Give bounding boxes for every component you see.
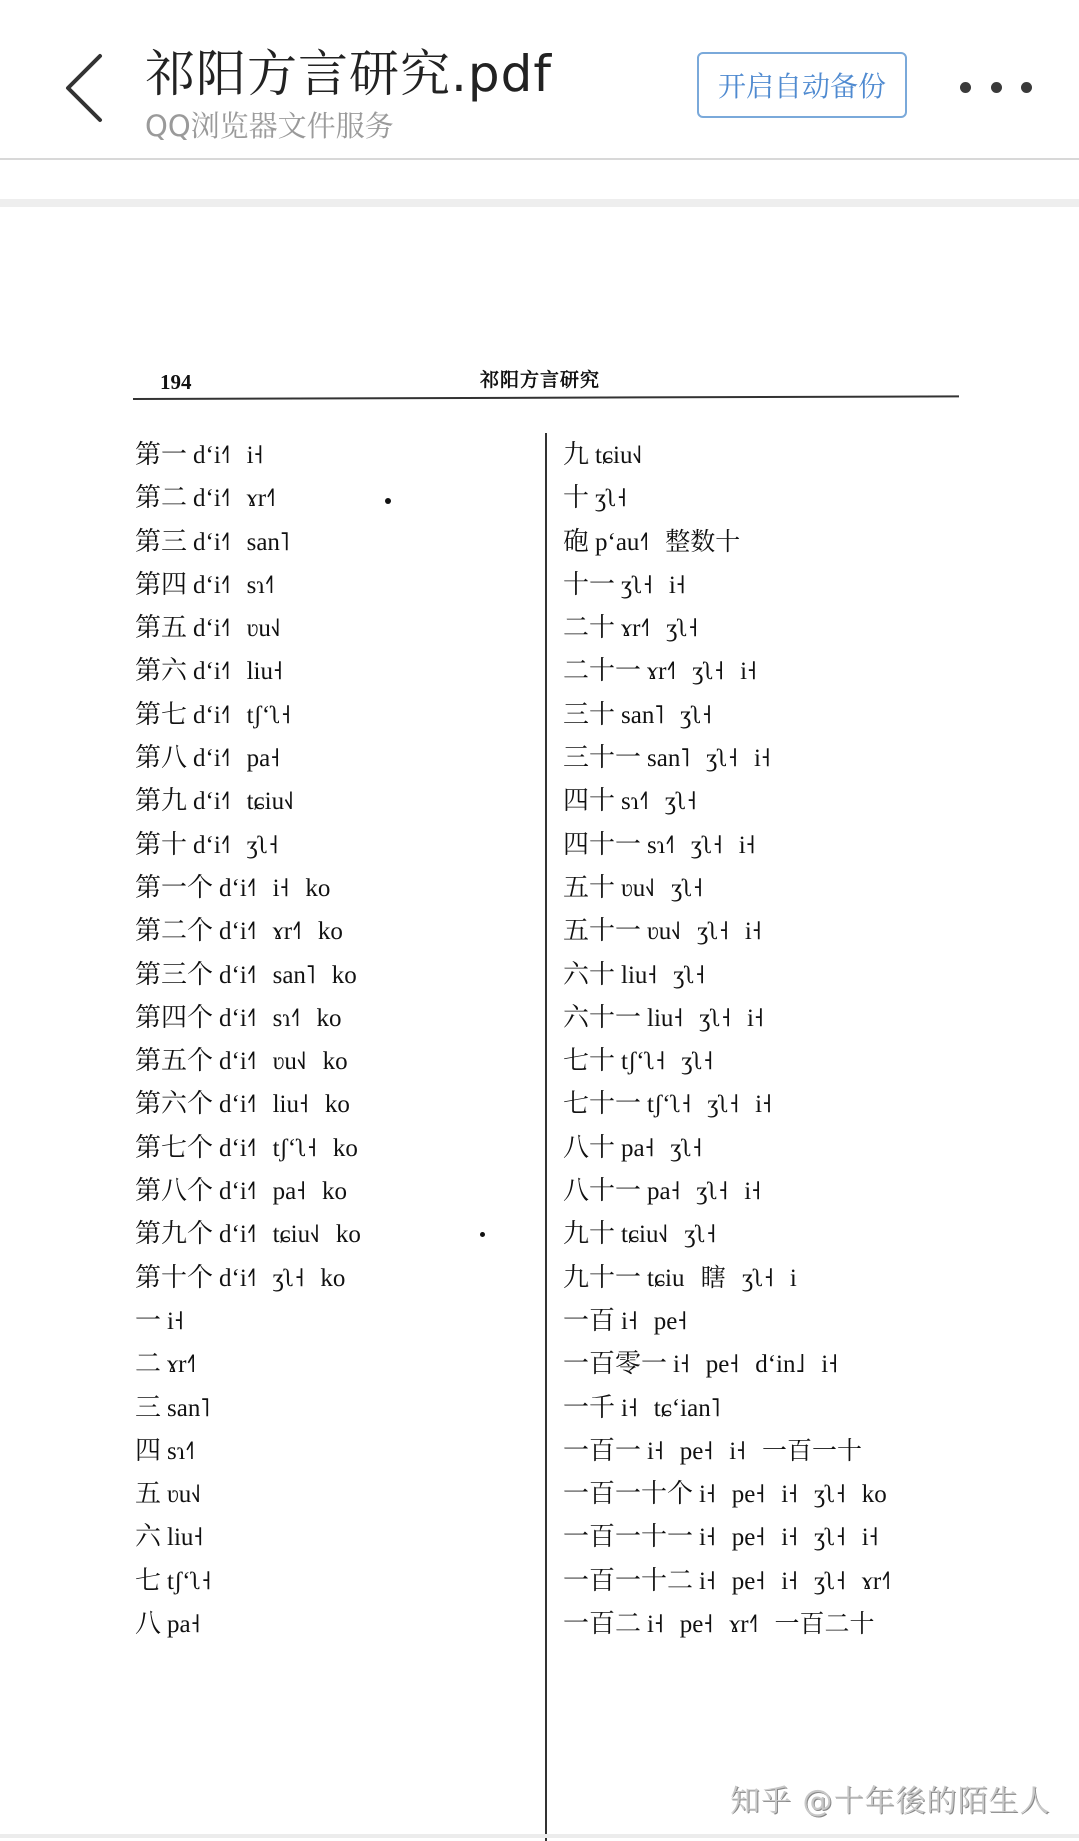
numeral-chinese: 第一个 xyxy=(135,872,214,903)
numeral-ipa: ʋu˧˩ ʒʅ˧ i˧ xyxy=(647,918,762,946)
numeral-ipa: dʻi˧˥ tɕiu˧˩ xyxy=(193,788,294,816)
numeral-entry xyxy=(135,1256,535,1299)
back-button[interactable] xyxy=(58,48,118,128)
numeral-entry xyxy=(563,953,983,996)
left-column xyxy=(135,433,535,1645)
numeral-chinese: 七十一 xyxy=(563,1089,642,1120)
numeral-entry xyxy=(563,909,983,952)
more-dots-icon xyxy=(960,82,971,93)
numeral-ipa: dʻi˧˥ tʃʻʅ˧ xyxy=(193,701,291,729)
numeral-ipa: i˧ pe˧ ɤr˧˥ 一百二十 xyxy=(647,1611,875,1639)
scan-speck xyxy=(385,498,391,504)
numeral-ipa: dʻi˧˥ pa˧ ko xyxy=(219,1178,348,1206)
numeral-ipa: tʃʻʅ˧ xyxy=(167,1567,212,1595)
numeral-ipa: dʻi˧˥ ʒʅ˧ ko xyxy=(219,1264,346,1292)
numeral-ipa: i˧ pe˧ i˧ ʒʅ˧ ɤr˧˥ xyxy=(699,1567,891,1595)
numeral-entry xyxy=(135,1602,535,1645)
numeral-chinese: 第六 xyxy=(135,656,188,687)
numeral-entry xyxy=(135,1169,535,1212)
numeral-ipa: ʋu˧˩ ʒʅ˧ xyxy=(621,874,703,902)
numeral-entry xyxy=(563,1559,983,1602)
numeral-entry xyxy=(563,1256,983,1299)
numeral-ipa: liu˧ xyxy=(167,1524,203,1552)
numeral-ipa: pa˧ xyxy=(167,1611,201,1639)
header-rule xyxy=(133,395,959,400)
pdf-page[interactable] xyxy=(0,207,1079,1834)
numeral-entry xyxy=(135,649,535,692)
numeral-ipa: tɕiu˧˩ xyxy=(595,442,643,469)
numeral-chinese: 一千 xyxy=(563,1392,616,1423)
numeral-ipa: san˥ ʒʅ˧ xyxy=(621,701,712,729)
numeral-chinese: 二十 xyxy=(563,613,616,644)
numeral-ipa: ɤr˧˥ ʒʅ˧ i˧ xyxy=(647,658,757,686)
numeral-entry xyxy=(135,1039,535,1082)
page-gap-top xyxy=(0,199,1079,207)
numeral-chinese: 一百一十二 xyxy=(563,1565,694,1596)
numeral-chinese: 第三 xyxy=(135,526,188,557)
numeral-chinese: 一百一 xyxy=(563,1435,642,1466)
numeral-entry xyxy=(563,1429,983,1472)
numeral-entry xyxy=(563,433,983,476)
numeral-ipa: dʻi˧˥ tʃʻʅ˧ ko xyxy=(219,1134,358,1162)
numeral-ipa: i˧ pe˧ i˧ 一百一十 xyxy=(647,1437,862,1465)
numeral-entry xyxy=(563,606,983,649)
numeral-chinese: 八十 xyxy=(563,1132,616,1163)
numeral-ipa: i˧ tɕʻian˥ xyxy=(621,1394,721,1422)
numeral-chinese: 七十 xyxy=(563,1046,616,1077)
numeral-entry xyxy=(563,1602,983,1645)
numeral-chinese: 第四 xyxy=(135,569,188,600)
numeral-ipa: ʒʅ˧ xyxy=(595,485,627,513)
numeral-ipa: san˥ xyxy=(167,1394,210,1422)
numeral-ipa: pa˧ ʒʅ˧ xyxy=(621,1134,702,1162)
numeral-chinese: 第三个 xyxy=(135,959,214,990)
numeral-entry xyxy=(563,1169,983,1212)
numeral-chinese: 第六个 xyxy=(135,1089,214,1120)
numeral-chinese: 第九个 xyxy=(135,1219,214,1250)
column-divider xyxy=(545,433,547,1841)
numeral-chinese: 二 xyxy=(135,1349,162,1380)
numeral-ipa: sɿ˧˥ ʒʅ˧ i˧ xyxy=(647,831,756,859)
numeral-entry xyxy=(135,1429,535,1472)
numeral-entry xyxy=(563,1126,983,1169)
numeral-ipa: ʒʅ˧ i˧ xyxy=(621,571,686,599)
numeral-entry xyxy=(135,1342,535,1385)
numeral-entry xyxy=(563,1342,983,1385)
numeral-chinese: 第七 xyxy=(135,699,188,730)
numeral-ipa: dʻi˧˥ ʒʅ˧ xyxy=(193,831,279,859)
numeral-ipa: sɿ˧˥ xyxy=(167,1437,195,1465)
numeral-entry xyxy=(135,1126,535,1169)
numeral-ipa: sɿ˧˥ ʒʅ˧ xyxy=(621,788,697,816)
numeral-entry xyxy=(135,953,535,996)
numeral-ipa: dʻi˧˥ sɿ˧˥ xyxy=(193,571,275,599)
numeral-chinese: 四 xyxy=(135,1435,162,1466)
numeral-entry xyxy=(135,909,535,952)
numeral-chinese: 一百 xyxy=(563,1305,616,1336)
numeral-chinese: 第十 xyxy=(135,829,188,860)
more-dots-icon xyxy=(991,82,1002,93)
numeral-ipa: dʻi˧˥ i˧ xyxy=(193,442,264,469)
numeral-entry xyxy=(135,520,535,563)
numeral-ipa: dʻi˧˥ i˧ ko xyxy=(219,874,331,902)
numeral-chinese: 九 xyxy=(563,440,590,470)
numeral-ipa: i˧ pe˧ xyxy=(621,1307,687,1335)
numeral-ipa: dʻi˧˥ liu˧ ko xyxy=(219,1091,350,1119)
numeral-chinese: 第一 xyxy=(135,440,188,470)
chevron-left-icon xyxy=(58,48,118,128)
numeral-entry xyxy=(135,1082,535,1125)
numeral-chinese: 四十 xyxy=(563,786,616,817)
numeral-entry xyxy=(135,996,535,1039)
numeral-chinese: 六 xyxy=(135,1522,162,1553)
numeral-ipa: dʻi˧˥ tɕiu˧˩ ko xyxy=(219,1221,361,1249)
numeral-chinese: 七 xyxy=(135,1565,162,1596)
numeral-ipa: pʻau˧˥ 整数十 xyxy=(595,528,741,556)
auto-backup-button[interactable]: 开启自动备份 xyxy=(697,52,907,118)
numeral-ipa: i˧ pe˧ i˧ ʒʅ˧ i˧ xyxy=(699,1524,879,1552)
numeral-entry xyxy=(563,693,983,736)
numeral-ipa: i˧ pe˧ i˧ ʒʅ˧ ko xyxy=(699,1481,887,1509)
numeral-chinese: 四十一 xyxy=(563,829,642,860)
numeral-entry xyxy=(135,1299,535,1342)
numeral-ipa: dʻi˧˥ liu˧ xyxy=(193,658,283,686)
numeral-entry xyxy=(563,779,983,822)
numeral-ipa: tʃʻʅ˧ ʒʅ˧ xyxy=(621,1048,713,1076)
numeral-entry xyxy=(135,1212,535,1255)
numeral-entry xyxy=(563,866,983,909)
numeral-entry xyxy=(563,1386,983,1429)
running-title: 祁阳方言研究 xyxy=(480,369,601,391)
numeral-entry xyxy=(135,1472,535,1515)
page-gap-bottom xyxy=(0,1834,1079,1838)
numeral-entry xyxy=(563,1472,983,1515)
numeral-chinese: 第八个 xyxy=(135,1176,214,1207)
numeral-chinese: 第四个 xyxy=(135,1002,214,1033)
numeral-chinese: 五十 xyxy=(563,872,616,903)
numeral-ipa: tɕiu˧˩ ʒʅ˧ xyxy=(621,1221,716,1249)
numeral-entry xyxy=(563,1039,983,1082)
numeral-entry xyxy=(563,1212,983,1255)
numeral-chinese: 一百一十个 xyxy=(563,1479,694,1510)
numeral-entry xyxy=(135,1559,535,1602)
numeral-entry xyxy=(563,520,983,563)
numeral-entry xyxy=(563,823,983,866)
numeral-chinese: 第七个 xyxy=(135,1132,214,1163)
more-options-button[interactable] xyxy=(960,70,1032,104)
numeral-ipa: san˥ ʒʅ˧ i˧ xyxy=(647,745,771,773)
header-divider xyxy=(0,158,1079,160)
numeral-chinese: 十 xyxy=(563,483,590,514)
numeral-chinese: 第五个 xyxy=(135,1046,214,1077)
numeral-ipa: ʋu˧˩ xyxy=(167,1481,201,1509)
numeral-ipa: ɤr˧˥ ʒʅ˧ xyxy=(621,615,698,643)
page-number: 194 xyxy=(160,370,192,394)
numeral-entry xyxy=(563,1515,983,1558)
numeral-chinese: 一百零一 xyxy=(563,1349,668,1380)
numeral-entry xyxy=(135,823,535,866)
numeral-chinese: 一 xyxy=(135,1305,162,1336)
numeral-entry xyxy=(563,1299,983,1342)
numeral-entry xyxy=(563,996,983,1039)
scan-speck xyxy=(480,1232,485,1237)
numeral-ipa: i˧ xyxy=(167,1307,184,1335)
document-title: 祁阳方言研究.pdf xyxy=(145,45,552,103)
numeral-entry xyxy=(135,476,535,519)
numeral-entry xyxy=(135,1515,535,1558)
numeral-ipa: dʻi˧˥ ʋu˧˩ xyxy=(193,615,281,643)
numeral-chinese: 六十 xyxy=(563,959,616,990)
numeral-ipa: tʃʻʅ˧ ʒʅ˧ i˧ xyxy=(647,1091,772,1119)
numeral-chinese: 三十一 xyxy=(563,743,642,774)
numeral-chinese: 第九 xyxy=(135,786,188,817)
numeral-chinese: 六十一 xyxy=(563,1002,642,1033)
numeral-entry xyxy=(135,736,535,779)
more-dots-icon xyxy=(1021,82,1032,93)
numeral-chinese: 八十一 xyxy=(563,1176,642,1207)
numeral-entry xyxy=(135,1386,535,1429)
numeral-entry xyxy=(135,563,535,606)
numeral-chinese: 砲 xyxy=(563,526,590,557)
numeral-entry xyxy=(563,476,983,519)
numeral-chinese: 一百一十一 xyxy=(563,1522,694,1553)
numeral-ipa: dʻi˧˥ sɿ˧˥ ko xyxy=(219,1004,342,1032)
numeral-chinese: 十一 xyxy=(563,569,616,600)
numeral-chinese: 二十一 xyxy=(563,656,642,687)
numeral-ipa: i˧ pe˧ dʻin˩ i˧ xyxy=(673,1351,838,1379)
numeral-chinese: 第二 xyxy=(135,483,188,514)
document-subtitle: QQ浏览器文件服务 xyxy=(145,109,394,143)
numeral-chinese: 九十 xyxy=(563,1219,616,1250)
numeral-chinese: 五十一 xyxy=(563,916,642,947)
numeral-ipa: pa˧ ʒʅ˧ i˧ xyxy=(647,1178,761,1206)
numeral-entry xyxy=(135,866,535,909)
numeral-chinese: 九十一 xyxy=(563,1262,642,1293)
numeral-entry xyxy=(563,1082,983,1125)
numeral-entry xyxy=(563,736,983,779)
numeral-ipa: liu˧ ʒʅ˧ i˧ xyxy=(647,1004,764,1032)
numeral-entry xyxy=(135,693,535,736)
right-column xyxy=(563,433,983,1645)
numeral-ipa: dʻi˧˥ ɤr˧˥ xyxy=(193,485,276,513)
numeral-ipa: dʻi˧˥ san˥ xyxy=(193,528,290,556)
numeral-ipa: dʻi˧˥ ʋu˧˩ ko xyxy=(219,1048,348,1076)
numeral-ipa: tɕiu 瞎 ʒʅ˧ i xyxy=(647,1264,797,1292)
numeral-entry xyxy=(563,649,983,692)
numeral-ipa: liu˧ ʒʅ˧ xyxy=(621,961,705,989)
numeral-entry xyxy=(135,779,535,822)
numeral-ipa: dʻi˧˥ pa˧ xyxy=(193,745,280,773)
app-header xyxy=(0,0,1079,159)
numeral-chinese: 三 xyxy=(135,1392,162,1423)
numeral-chinese: 三十 xyxy=(563,699,616,730)
watermark: 知乎 @十年後的陌生人 xyxy=(730,1784,1051,1819)
numeral-chinese: 第八 xyxy=(135,743,188,774)
numeral-ipa: ɤr˧˥ xyxy=(167,1351,197,1379)
numeral-chinese: 第十个 xyxy=(135,1262,214,1293)
numeral-chinese: 一百二 xyxy=(563,1609,642,1640)
numeral-entry xyxy=(563,563,983,606)
numeral-ipa: dʻi˧˥ ɤr˧˥ ko xyxy=(219,918,343,946)
numeral-entry xyxy=(135,606,535,649)
numeral-chinese: 八 xyxy=(135,1609,162,1640)
numeral-chinese: 第二个 xyxy=(135,916,214,947)
numeral-entry xyxy=(135,433,535,476)
numeral-ipa: dʻi˧˥ san˥ ko xyxy=(219,961,357,989)
numeral-chinese: 五 xyxy=(135,1479,162,1510)
numeral-chinese: 第五 xyxy=(135,613,188,644)
